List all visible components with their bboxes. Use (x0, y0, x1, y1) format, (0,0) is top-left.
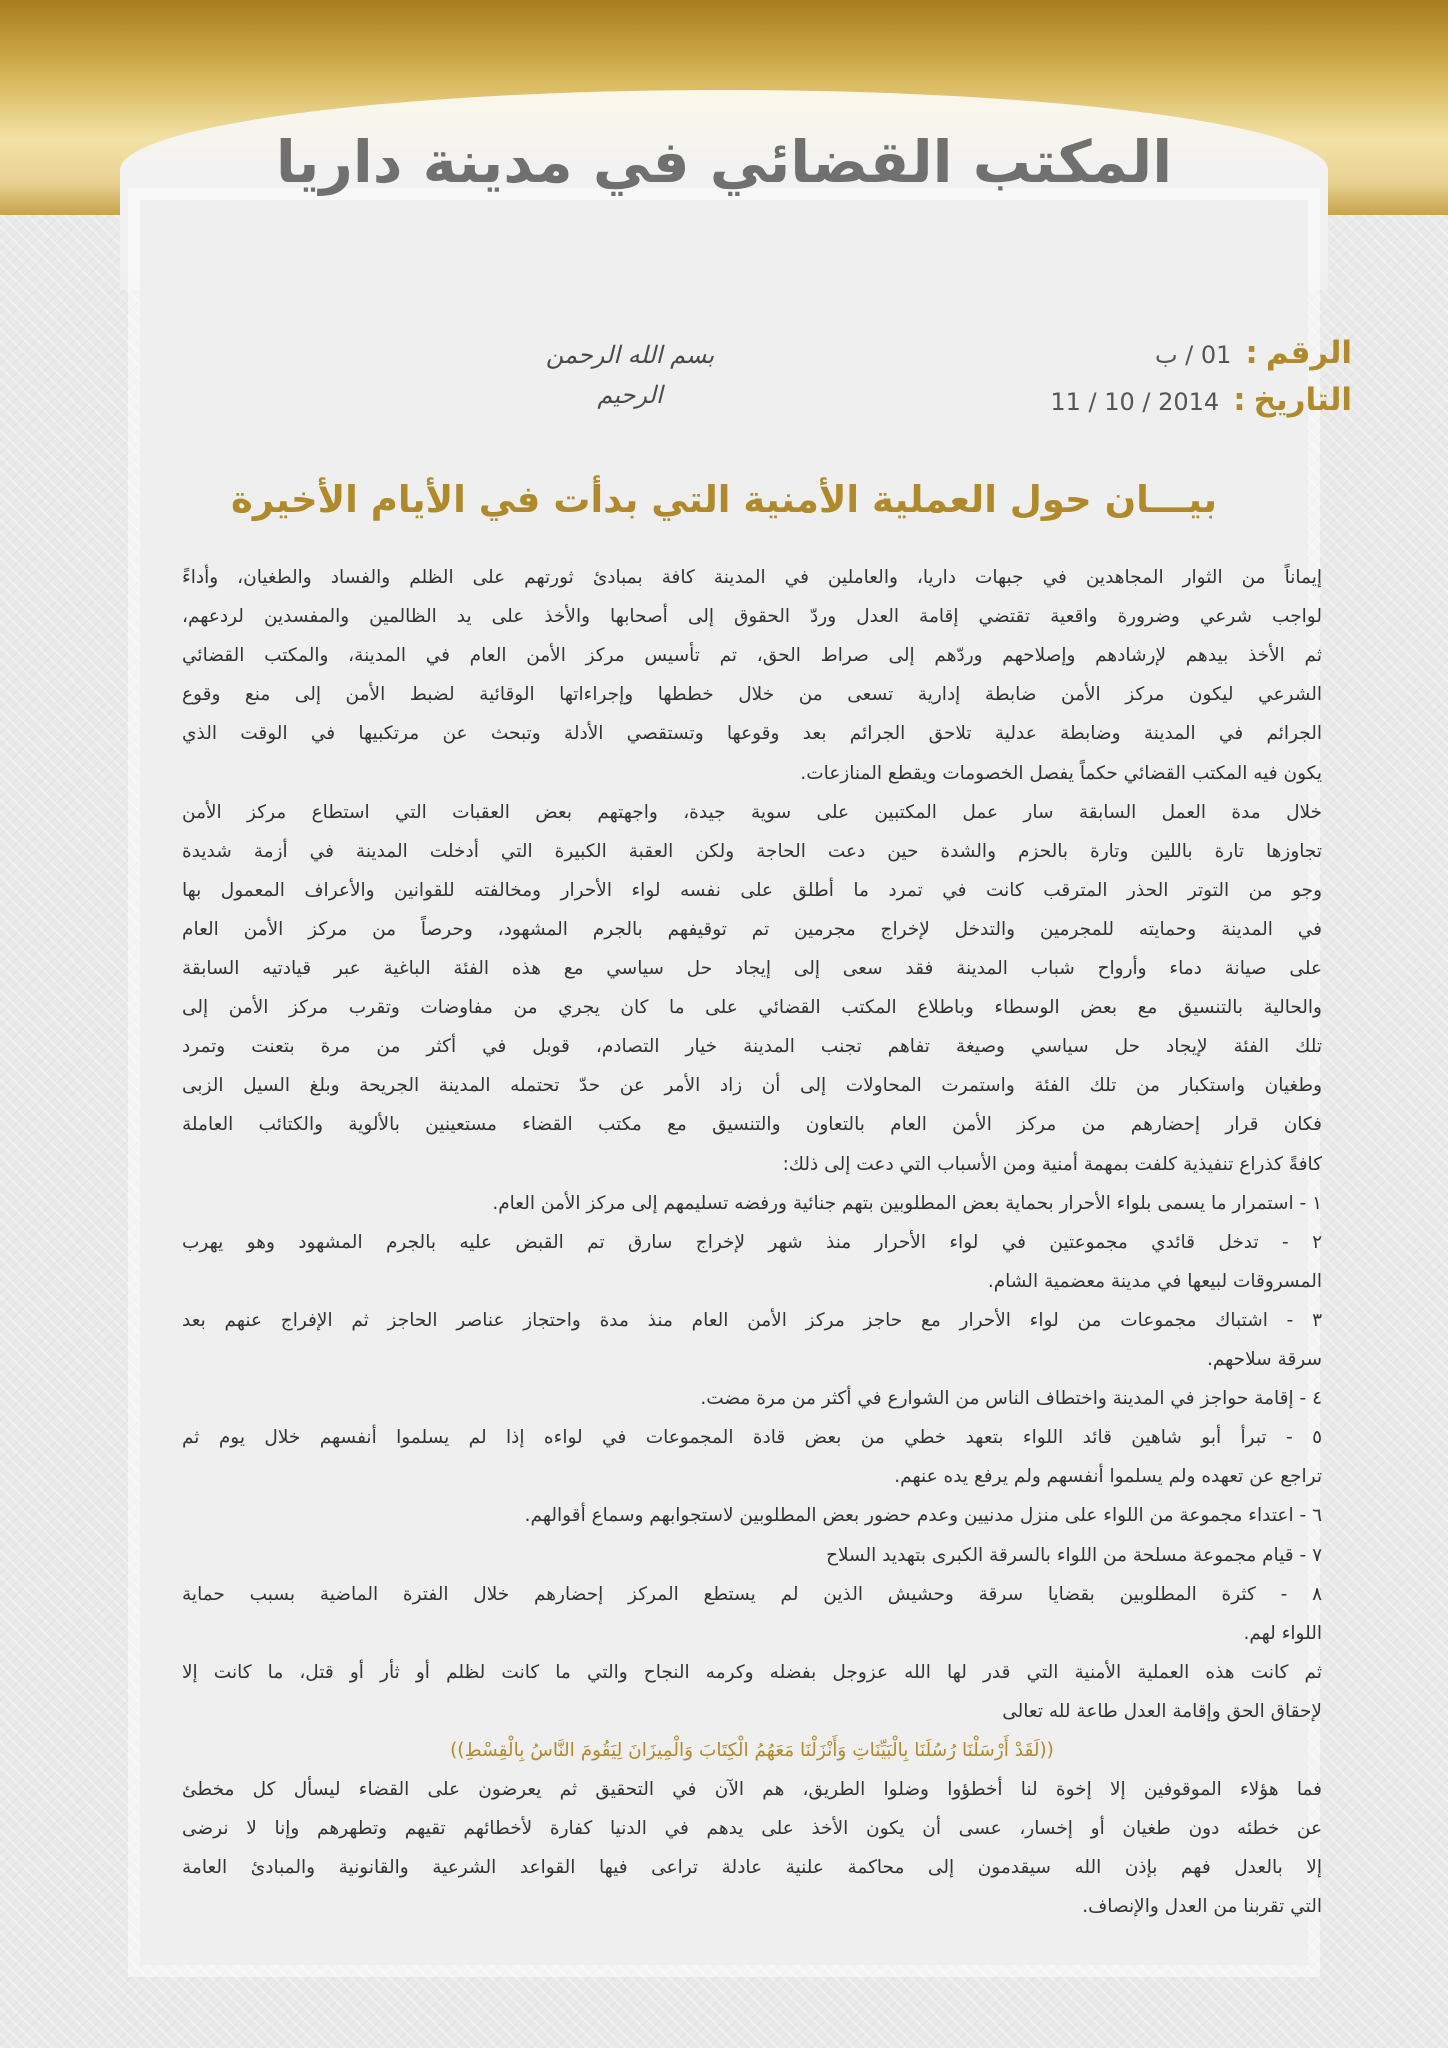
body-text-line: ٦ - اعتداء مجموعة من اللواء على منزل مدنيين وعدم حضور بعض المطلوبين لاستجوابهم وسماع أقوالهم. (524, 1505, 1322, 1527)
number-label: الرقم (1265, 335, 1352, 371)
body-text-line: ٥ - تبرأ أبو شاهين قائد اللواء بتعهد خطي من بعض قادة المجموعات في لواءه إذا لم يسلموا أنفسهم خلال يوم ثم (182, 1427, 1322, 1449)
date-label: التاريخ (1253, 382, 1352, 418)
date-colon: : (1233, 382, 1246, 418)
body-text-line: ثم كانت هذه العملية الأمنية التي قدر لها الله عزوجل بفضله وكرمه النجاح والتي ما كانت لظلم أو ثأر أو قتل، ما كانت إلا (182, 1661, 1322, 1683)
body-text-line: على صيانة دماء وأرواح شباب المدينة فقد سعى إلى إيجاد حل سياسي مع هذه الفئة الباغية عبر قيادتيه السابقة (182, 958, 1322, 979)
body-text-line: ١ - استمرار ما يسمى بلواء الأحرار بحماية بعض المطلوبين بتهم جنائية ورفضه تسليمهم إلى مركز الأمن العام. (492, 1192, 1322, 1214)
body-text-line: لإحقاق الحق وإقامة العدل طاعة لله تعالى (1002, 1700, 1322, 1722)
body-text-line: ٨ - كثرة المطلوبين بقضايا سرقة وحشيش الذين لم يستطع المركز إحضارهم خلال الفترة الماضية بسبب حماية (182, 1583, 1322, 1605)
body-text-line: ٧ - قيام مجموعة مسلحة من اللواء بالسرقة الكبرى بتهديد السلاح (826, 1544, 1322, 1566)
body-text-line: ثم الأخذ بيدهم لإرشادهم وإصلاحهم وردّهم إلى صراط الحق، تم تأسيس مركز الأمن العام في المدينة، والمكتب القضائي (182, 645, 1322, 667)
body-text-line: إيماناً من الثوار المجاهدين في جبهات داريا، والعاملين في المدينة كافة بمبادئ ثورتهم على الظلم والفساد والطغيان، وأداءً (182, 567, 1322, 588)
body-text-line: ٣ - اشتباك مجموعات من لواء الأحرار مع حاجز مركز الأمن العام منذ مدة واحتجاز عناصر الحاجز ثم الإفراج عنهم بعد (182, 1309, 1322, 1331)
date-value: 2014 / 10 / 11 (1050, 388, 1220, 416)
body-text-line: يكون فيه المكتب القضائي حكماً يفصل الخصومات ويقطع المنازعات. (800, 762, 1322, 784)
body-text-line: والحالية بالتنسيق مع بعض الوسطاء وباطلاع المكتب القضائي على ما كان يجري من مفاوضات وتقرب مركز الأمن إلى (182, 997, 1322, 1019)
body-text-line: وجو من التوتر الحذر المترقب كانت في تمرد ما أطلق على نفسه لواء الأحرار ومخالفته للقوانين والأعراف المعمول بها (182, 879, 1322, 901)
number-value: 01 / ب (1154, 341, 1232, 369)
body-text-line: المسروقات لبيعها في مدينة معضمية الشام. (987, 1270, 1322, 1292)
body-text-line: وطغيان واستكبار من تلك الفئة واستمرت المحاولات إلى أن زاد الأمر عن حدّ تحتمله المدينة الجريحة وبلغ السيل الزبى (182, 1075, 1322, 1097)
body-text-line: خلال مدة العمل السابقة سار عمل المكتبين على سوية جيدة، واجهتهم بعض العقبات التي استطاع مركز الأمن (182, 801, 1322, 823)
body-text-line: في المدينة وحمايته للمجرمين والتدخل لإخراج مجرمين تم توقيفهم بالجرم المشهود، وحرصاً من مركز الأمن العام (182, 918, 1322, 940)
body-text-line: ٤ - إقامة حواجز في المدينة واختطاف الناس من الشوارع في أكثر من مرة مضت. (700, 1388, 1322, 1410)
body-text-line: إلا بالعدل فهم بإذن الله سيقدمون إلى محاكمة علنية عادلة تراعى فيها القواعد الشرعية والقانونية والمبادئ العامة (182, 1857, 1322, 1879)
body-text-line: فكان قرار إحضارهم من مركز الأمن العام بالتعاون والتنسيق مع مكتب القضاء مستعينين بالألوية والكتائب العاملة (182, 1114, 1322, 1136)
body-text-line: كافةً كذراع تنفيذية كلفت بمهمة أمنية ومن الأسباب التي دعت إلى ذلك: (782, 1153, 1322, 1175)
body-text-line: ٢ - تدخل قائدي مجموعتين في لواء الأحرار منذ شهر لإخراج سارق تم القبض عليه بالجرم المشهود وهو يهرب (182, 1231, 1322, 1253)
body-text-line: اللواء لهم. (1243, 1622, 1322, 1644)
document-date (1050, 382, 1352, 418)
statement-heading: بيـــان حول العملية الأمنية التي بدأت في الأيام الأخيرة (230, 478, 1218, 521)
quran-verse: ((لَقَدْ أَرْسَلْنَا رُسُلَنَا بِالْبَيِّنَاتِ وَأَنْزَلْنَا مَعَهُمُ الْكِتَابَ وَالْمِيزَانَ لِيَقُومَ النَّاسُ بِالْقِسْطِ)) (450, 1740, 1054, 1761)
body-text-line: التي تقربنا من العدل والإنصاف. (1082, 1896, 1322, 1918)
body-text-line: الجرائم في المدينة وضابطة عدلية تلاحق الجرائم بعد وقوعها وتستقصي الأدلة وتبحث عن مرتكبيها في الوقت الذي (182, 723, 1322, 745)
body-text-line: سرقة سلاحهم. (1206, 1349, 1322, 1370)
body-text-line: تراجع عن تعهده ولم يسلموا أنفسهم ولم يرفع يده عنهم. (894, 1466, 1322, 1488)
number-colon: : (1245, 335, 1258, 371)
reference-number (1155, 335, 1352, 371)
body-text-line: تجاوزها تارة باللين وتارة بالحزم والشدة حين دعت الحاجة ولكن العقبة الكبيرة التي أدخلت المدينة في أزمة شديدة (182, 840, 1322, 862)
page-title: المكتب القضائي في مدينة داريا (275, 128, 1173, 196)
body-text-line: الشرعي ليكون مركز الأمن ضابطة إدارية تسعى من خلال خططها وإجراءاتها الوقائية لضبط الأمن إلى منع وقوع (182, 684, 1322, 706)
body-text-line: عن خطئه دون طغيان أو إخسار، عسى أن يكون الأخذ على يدهم في الدنيا كفارة لأخطائهم تقيهم وتطهرهم وإنا لا نرضى (182, 1818, 1322, 1840)
body-text-line: فما هؤلاء الموقوفين إلا إخوة لنا أخطؤوا وضلوا الطريق، هم الآن في التحقيق ثم يعرضون على القضاء ليسأل كل مخطئ (182, 1779, 1322, 1801)
body-text-line: لواجب شرعي وضرورة واقعية تقتضي إقامة العدل وردّ الحقوق إلى أصحابها والأخذ على يد الظالمين والمفسدين لردعهم، (182, 606, 1322, 628)
body-text-line: تلك الفئة لإيجاد حل سياسي وصيغة تفاهم تجنب المدينة خيار التصادم، قوبل في أكثر من مرة بتعنت وتمرد (182, 1036, 1322, 1058)
basmala-calligraphy: بسم الله الرحمن الرحيم (545, 341, 715, 409)
